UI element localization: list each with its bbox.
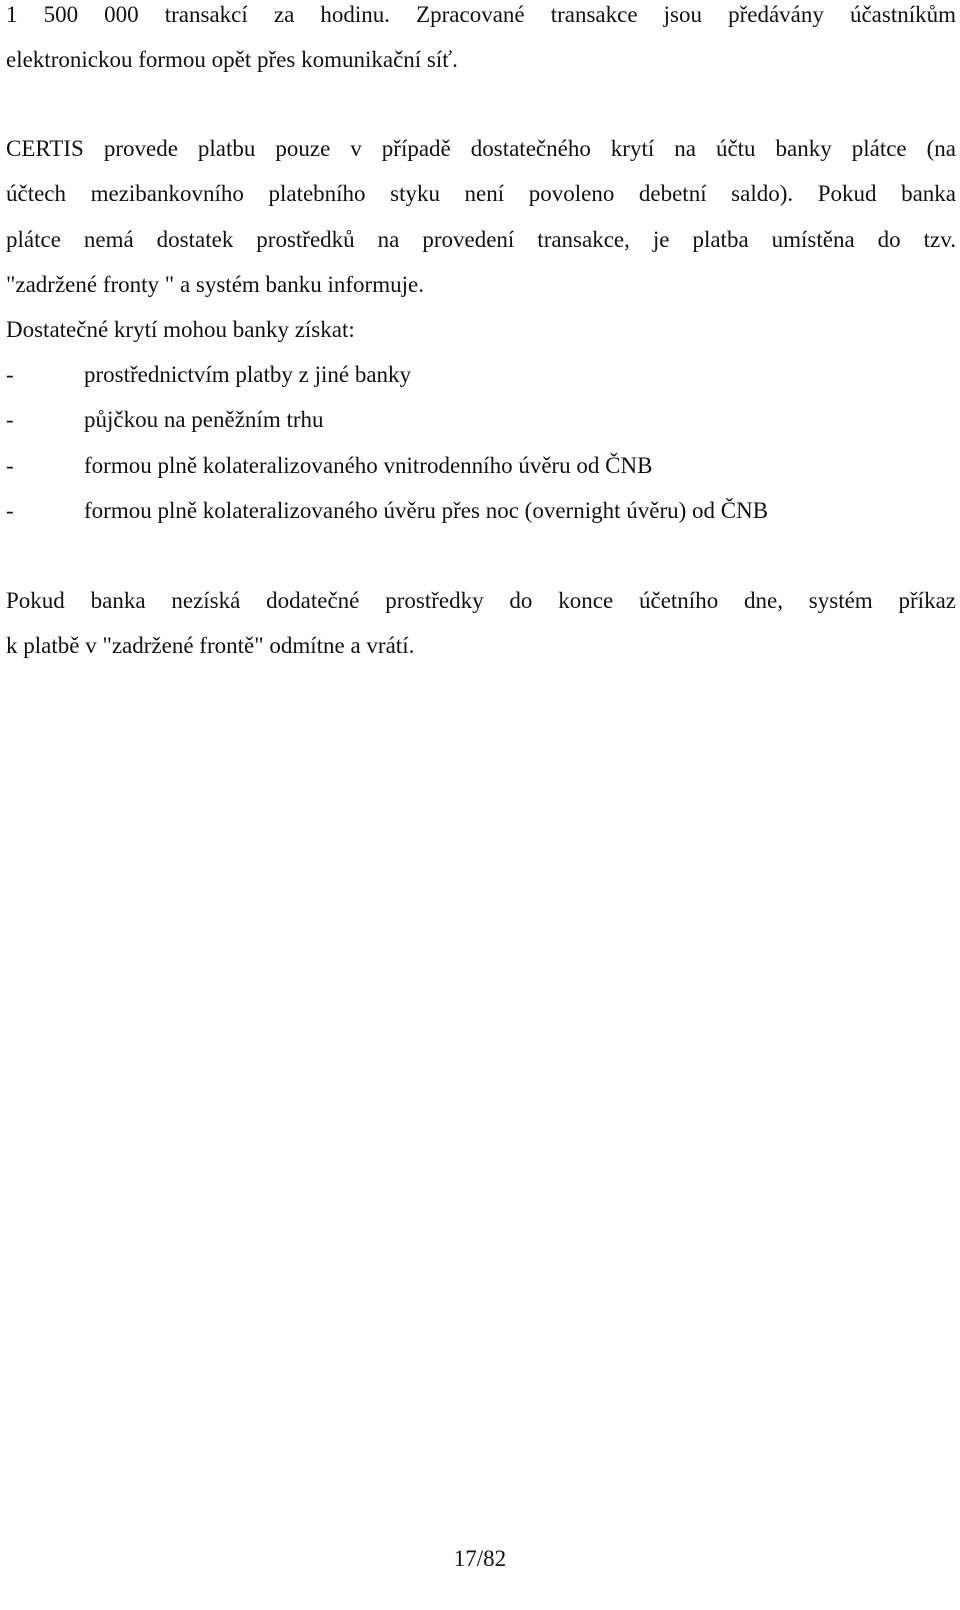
list-item bbox=[6, 451, 652, 481]
list-item bbox=[6, 405, 324, 435]
bullet-dash: - bbox=[6, 498, 14, 523]
list-item-text: formou plně kolateralizovaného vnitrodenního úvěru od ČNB bbox=[84, 453, 653, 478]
bullet-dash: - bbox=[6, 453, 14, 478]
page-number: 17/82 bbox=[453, 1546, 507, 1571]
text-line: k platbě v "zadržené frontě" odmítne a vrátí. bbox=[6, 633, 415, 658]
coverage-intro: Dostatečné krytí mohou banky získat: bbox=[6, 317, 355, 342]
bullet-dash: - bbox=[6, 362, 14, 387]
text-line: CERTIS provede platbu pouze v případě dostatečného krytí na účtu banky plátce (na bbox=[6, 136, 956, 161]
list-item bbox=[6, 360, 411, 390]
text-line: 1 500 000 transakcí za hodinu. Zpracované transakce jsou předávány účastníkům bbox=[6, 2, 956, 27]
list-item-text: prostřednictvím platby z jiné banky bbox=[84, 362, 412, 387]
text-line: Pokud banka nezíská dodatečné prostředky do konce účetního dne, systém příkaz bbox=[6, 588, 956, 613]
text-line: "zadržené fronty " a systém banku informuje. bbox=[6, 272, 424, 297]
text-line: plátce nemá dostatek prostředků na provedení transakce, je platba umístěna do tzv. bbox=[6, 227, 956, 252]
bullet-dash: - bbox=[6, 407, 14, 432]
list-item-text: půjčkou na peněžním trhu bbox=[84, 407, 324, 432]
text-line: elektronickou formou opět přes komunikační síť. bbox=[6, 47, 458, 72]
list-item bbox=[6, 496, 768, 526]
text-line: účtech mezibankovního platebního styku není povoleno debetní saldo). Pokud banka bbox=[6, 181, 956, 206]
list-item-text: formou plně kolateralizovaného úvěru přes noc (overnight úvěru) od ČNB bbox=[84, 498, 769, 523]
